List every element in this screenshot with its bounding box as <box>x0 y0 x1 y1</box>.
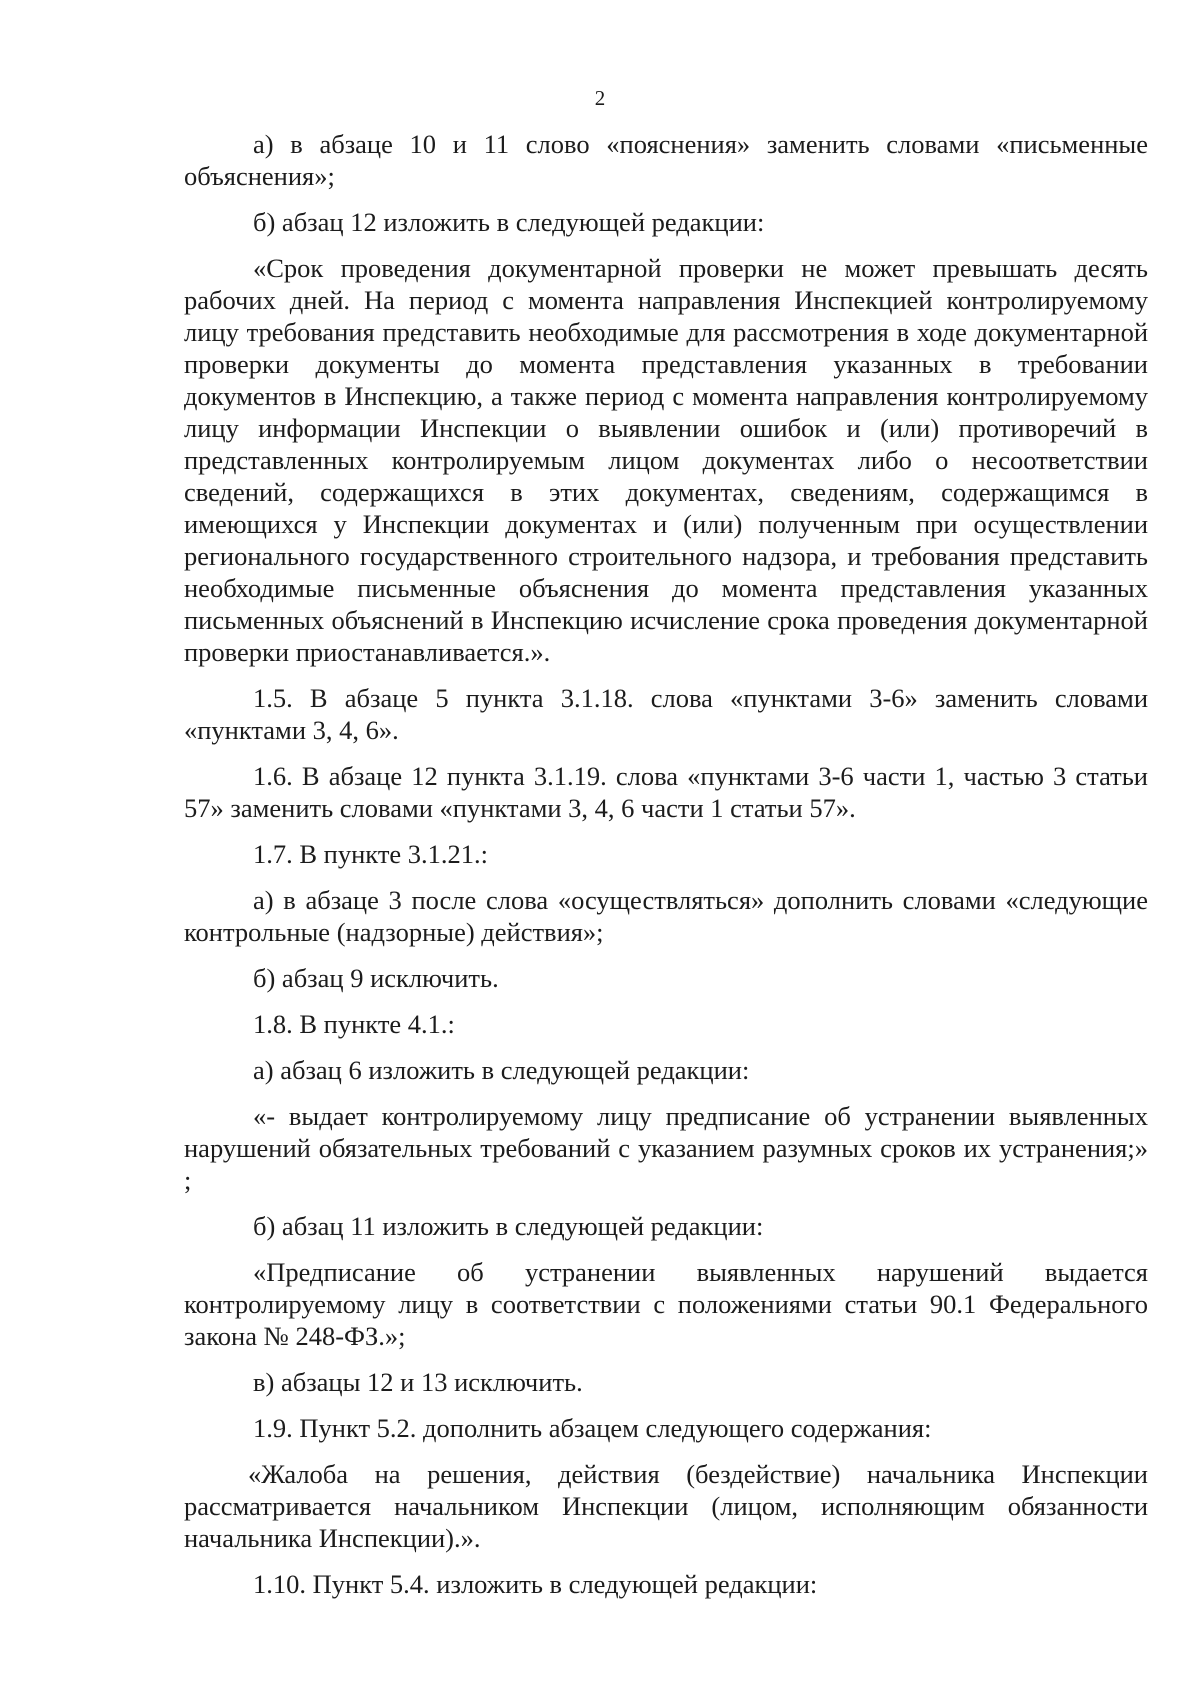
paragraph: а) в абзаце 3 после слова «осуществляться» дополнить словами «следующие контрольные (надзорные) действия»; <box>184 885 1148 947</box>
paragraph: 1.9. Пункт 5.2. дополнить абзацем следующего содержания: <box>253 1413 932 1443</box>
paragraph: б) абзац 9 исключить. <box>253 963 499 993</box>
paragraph: «Срок проведения документарной проверки не может превышать десять рабочих дней. На период с момента направления Инспекцией контролируемому лицу требования представить необходимые для рассмотрения в ходе документарной проверки документы до момента представления указанных в требовании документов в Инспекцию, а также период с момента направления контролируемому лицу информации Инспекции о выявлении ошибок и (или) противоречий в представленных контролируемым лицом документах либо о несоответствии сведений, содержащихся в этих документах, сведениям, содержащимся в имеющихся у Инспекции документах и (или) полученным при осуществлении регионального государственного строительного надзора, и требования представить необходимые письменные объяснения до момента представления указанных письменных объяснений в Инспекцию исчисление срока проведения документарной проверки приостанавливается.». <box>184 253 1148 667</box>
paragraph: б) абзац 11 изложить в следующей редакции: <box>253 1211 764 1241</box>
paragraph: 1.6. В абзаце 12 пункта 3.1.19. слова «пунктами 3-6 части 1, частью 3 статьи 57» заменить словами «пунктами 3, 4, 6 части 1 статьи 57». <box>184 761 1148 823</box>
paragraph: а) абзац 6 изложить в следующей редакции: <box>253 1055 750 1085</box>
paragraph: 1.5. В абзаце 5 пункта 3.1.18. слова «пунктами 3-6» заменить словами «пунктами 3, 4, 6». <box>184 683 1148 745</box>
paragraph: «Предписание об устранении выявленных нарушений выдается контролируемому лицу в соответствии с положениями статьи 90.1 Федерального закона № 248-ФЗ.»; <box>184 1257 1148 1351</box>
page-number: 2 <box>594 86 606 110</box>
paragraph: а) в абзаце 10 и 11 слово «пояснения» заменить словами «письменные объяснения»; <box>184 129 1148 191</box>
paragraph: 1.7. В пункте 3.1.21.: <box>253 839 489 869</box>
paragraph: 1.10. Пункт 5.4. изложить в следующей редакции: <box>253 1569 818 1599</box>
document-body <box>184 128 1148 1600</box>
paragraph: 1.8. В пункте 4.1.: <box>253 1009 455 1039</box>
paragraph: в) абзацы 12 и 13 исключить. <box>253 1367 583 1397</box>
paragraph: «- выдает контролируемому лицу предписание об устранении выявленных нарушений обязательных требований с указанием разумных сроков их устранения;» ; <box>184 1101 1148 1195</box>
paragraph: б) абзац 12 изложить в следующей редакции: <box>253 207 765 237</box>
paragraph: «Жалоба на решения, действия (бездействие) начальника Инспекции рассматривается начальником Инспекции (лицом, исполняющим обязанности начальника Инспекции).». <box>184 1459 1148 1553</box>
